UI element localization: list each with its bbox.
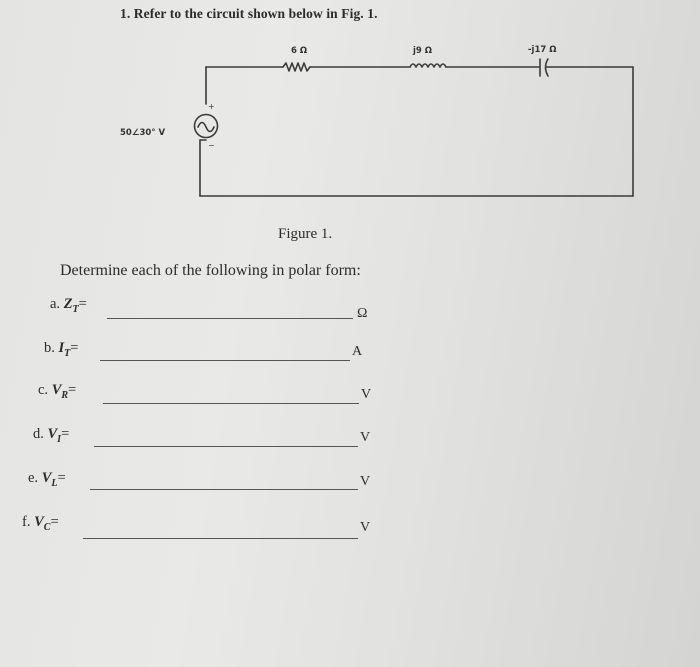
resistor-label: 6 Ω <box>291 46 308 56</box>
item-c-var: V <box>51 382 62 398</box>
item-c-eq: = <box>68 382 77 398</box>
item-e-unit: V <box>360 474 371 489</box>
item-f-answer-line[interactable] <box>83 538 358 539</box>
item-a-label <box>50 296 87 315</box>
item-e-answer-line[interactable] <box>90 489 358 490</box>
item-a-eq: = <box>78 296 87 312</box>
item-b-unit: A <box>352 344 363 359</box>
item-f-prefix: f. <box>22 514 31 530</box>
question-heading: 1. Refer to the circuit shown below in Fig. 1. <box>120 6 378 21</box>
inductor-label: j9 Ω <box>413 46 433 56</box>
item-c-answer-line[interactable] <box>103 403 359 404</box>
item-d-sub: I <box>57 433 62 445</box>
item-f-unit: V <box>360 520 371 535</box>
item-a-sub: T <box>72 303 79 315</box>
item-e-prefix: e. <box>28 470 39 486</box>
item-a-answer-line[interactable] <box>107 318 353 319</box>
item-f-label <box>22 514 59 533</box>
item-b-var: I <box>58 340 65 356</box>
item-d-label <box>33 426 69 445</box>
item-d-prefix: d. <box>33 426 44 442</box>
figure-caption: Figure 1. <box>278 226 333 242</box>
item-f-var: V <box>34 514 44 530</box>
item-b-sub: T <box>64 347 71 359</box>
item-e-sub: L <box>51 477 58 489</box>
item-a-var: Z <box>63 296 73 312</box>
item-c-unit: V <box>361 387 372 402</box>
source-plus-mark: + <box>208 102 215 111</box>
instruction-text: Determine each of the following in polar form: <box>60 262 361 279</box>
item-b-label <box>44 340 78 359</box>
item-d-var: V <box>47 426 58 442</box>
ac-source-wave <box>198 123 214 132</box>
item-e-var: V <box>41 470 52 486</box>
item-b-eq: = <box>70 340 79 356</box>
source-label: 50∠30° V <box>120 128 166 138</box>
item-a-unit: Ω <box>357 306 368 321</box>
item-b-answer-line[interactable] <box>100 360 350 361</box>
item-c-prefix: c. <box>38 382 49 398</box>
item-f-eq: = <box>50 514 59 530</box>
item-d-unit: V <box>360 430 371 445</box>
item-f-sub: C <box>43 521 51 533</box>
item-d-eq: = <box>61 426 70 442</box>
inductor-symbol <box>410 64 446 67</box>
item-e-eq: = <box>57 470 66 486</box>
capacitor-label: -j17 Ω <box>528 45 557 55</box>
item-b-prefix: b. <box>44 340 55 356</box>
resistor-symbol <box>283 63 310 71</box>
item-d-answer-line[interactable] <box>94 446 358 447</box>
item-c-label <box>38 382 76 401</box>
source-minus-mark: − <box>208 141 215 150</box>
item-a-prefix: a. <box>50 296 61 312</box>
item-e-label <box>28 470 66 489</box>
item-c-sub: R <box>61 389 69 401</box>
